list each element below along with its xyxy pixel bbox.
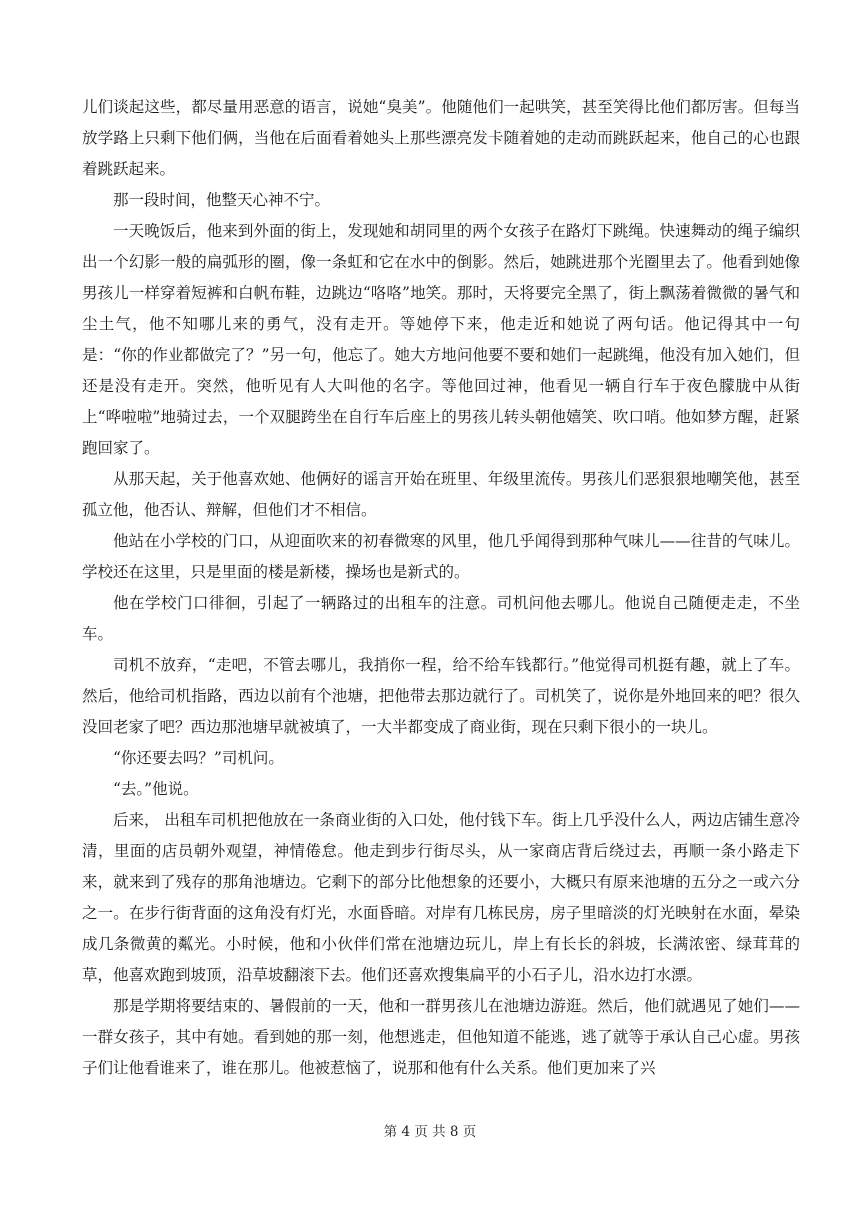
paragraph: 他站在小学校的门口，从迎面吹来的初春微寒的风里，他几乎闻得到那种气味儿——往昔的气味儿。学校还在这里，只是里面的楼是新楼，操场也是新式的。 xyxy=(82,532,800,581)
paragraph: 司机不放弃，“走吧，不管去哪儿，我捎你一程，给不给车钱都行。”他觉得司机挺有趣，就上了车。然后，他给司机指路，西边以前有个池塘，把他带去那边就行了。司机笑了，说你是外地回来的吧？很久没回老家了吧？西边那池塘早就被填了，一大半都变成了商业街，现在只剩下很小的一块儿。 xyxy=(82,656,800,736)
paragraph: 后来， 出租车司机把他放在一条商业街的入口处，他付钱下车。街上几乎没什么人，两边店铺生意冷清，里面的店员朝外观望，神情倦怠。他走到步行街尽头，从一家商店背后绕过去，再顺一条小路走下来，就来到了残存的那角池塘边。它剩下的部分比他想象的还要小，大概只有原来池塘的五分之一或六分之一。在步行街背面的这角没有灯光，水面昏暗。对岸有几栋民房，房子里暗淡的灯光映射在水面，晕染成几条微黄的粼光。小时候，他和小伙伴们常在池塘边玩儿，岸上有长长的斜坡，长满浓密、绿茸茸的草，他喜欢跑到坡顶，沿草坡翻滚下去。他们还喜欢搜集扁平的小石子儿，沿水边打水漂。 xyxy=(82,811,800,984)
paragraph: 他在学校门口徘徊，引起了一辆路过的出租车的注意。司机问他去哪儿。他说自己随便走走，不坐车。 xyxy=(82,594,800,643)
paragraph-continued: 儿们谈起这些，都尽量用恶意的语言，说她“臭美”。他随他们一起哄笑，甚至笑得比他们都厉害。但每当放学路上只剩下他们俩，当他在后面看着她头上那些漂亮发卡随着她的走动而跳跃起来，他自己的心也跟着跳跃起来。 xyxy=(82,98,800,178)
paragraph: 那是学期将要结束的、暑假前的一天，他和一群男孩儿在池塘边游逛。然后，他们就遇见了她们——一群女孩子，其中有她。看到她的那一刻，他想逃走，但他知道不能逃，逃了就等于承认自己心虚。男孩子们让他看谁来了，谁在那儿。他被惹恼了，说那和他有什么关系。他们更加来了兴 xyxy=(82,997,800,1077)
document-body xyxy=(82,92,800,1084)
page-footer: 第 4 页 共 8 页 xyxy=(383,1124,477,1140)
paragraph: 从那天起，关于他喜欢她、他俩好的谣言开始在班里、年级里流传。男孩儿们恶狠狠地嘲笑他，甚至孤立他，他否认、辩解，但他们才不相信。 xyxy=(82,470,800,519)
paragraph: 一天晚饭后，他来到外面的街上，发现她和胡同里的两个女孩子在路灯下跳绳。快速舞动的绳子编织出一个幻影一般的扁弧形的圈，像一条虹和它在水中的倒影。然后，她跳进那个光圈里去了。他看到她像男孩儿一样穿着短裤和白帆布鞋，边跳边“咯咯”地笑。那时，天将要完全黑了，街上飘荡着微微的暑气和尘土气，他不知哪儿来的勇气，没有走开。等她停下来，他走近和她说了两句话。他记得其中一句是：“你的作业都做完了？”另一句，他忘了。她大方地问他要不要和她们一起跳绳，他没有加入她们，但还是没有走开。突然，他听见有人大叫他的名字。等他回过神，他看见一辆自行车于夜色朦胧中从街上“哗啦啦”地骑过去，一个双腿跨坐在自行车后座上的男孩儿转头朝他嬉笑、吹口哨。他如梦方醒，赶紧跑回家了。 xyxy=(82,222,800,457)
paragraph: 那一段时间，他整天心神不宁。 xyxy=(113,191,331,209)
paragraph: “你还要去吗？”司机问。 xyxy=(113,749,284,767)
paragraph: “去。”他说。 xyxy=(113,780,199,798)
